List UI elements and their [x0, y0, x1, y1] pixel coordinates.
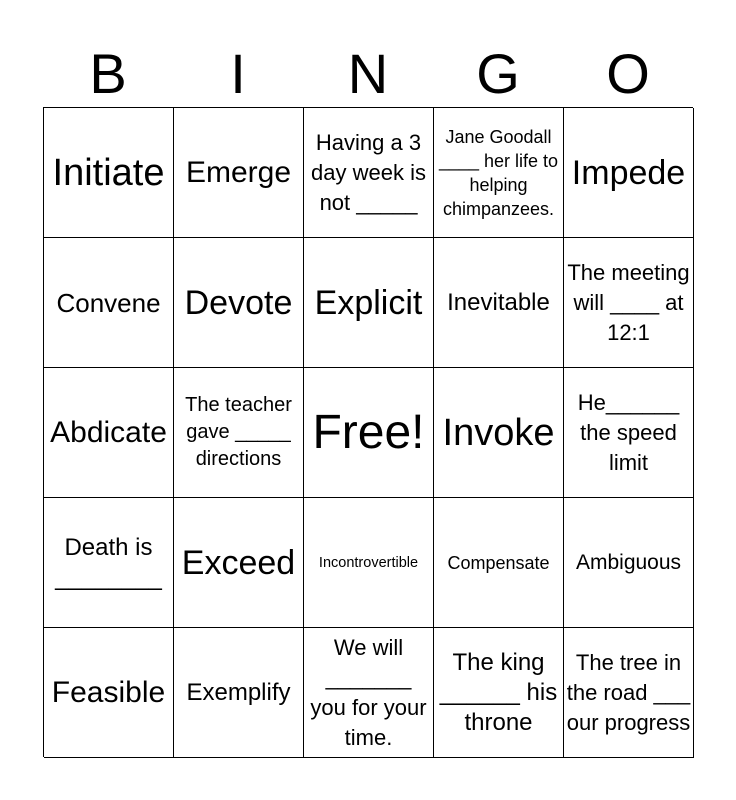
- bingo-cell[interactable]: [174, 108, 304, 238]
- bingo-cell[interactable]: [434, 108, 564, 238]
- bingo-cell[interactable]: [434, 498, 564, 628]
- cell-text: The meeting will ____ at 12:1: [567, 259, 690, 345]
- bingo-cell[interactable]: [564, 498, 694, 628]
- bingo-cell[interactable]: [174, 498, 304, 628]
- cell-text: The tree in the road ___ our progress: [566, 649, 691, 735]
- bingo-cell[interactable]: [44, 628, 174, 758]
- bingo-cell[interactable]: [564, 238, 694, 368]
- cell-text: The teacher gave _____ directions: [185, 394, 292, 470]
- bingo-cell[interactable]: [304, 108, 434, 238]
- cell-text: Explicit: [314, 283, 423, 322]
- bingo-cell[interactable]: [434, 238, 564, 368]
- bingo-cell[interactable]: [434, 368, 564, 498]
- bingo-cell[interactable]: [44, 498, 174, 628]
- cell-text: We will _______ you for your time.: [310, 634, 427, 750]
- cell-text: Emerge: [185, 155, 292, 189]
- bingo-cell[interactable]: [304, 628, 434, 758]
- cell-text: Incontrovertible: [318, 554, 419, 571]
- bingo-cell[interactable]: [304, 238, 434, 368]
- header-letter-i: I: [230, 42, 246, 105]
- bingo-cell[interactable]: [434, 628, 564, 758]
- bingo-cell[interactable]: [564, 108, 694, 238]
- cell-text: Impede: [571, 153, 686, 192]
- bingo-card: [43, 107, 693, 757]
- cell-text: Compensate: [447, 552, 550, 573]
- header-letter-o: O: [606, 42, 650, 105]
- bingo-cell[interactable]: [304, 498, 434, 628]
- cell-text: Devote: [184, 283, 293, 322]
- bingo-cell[interactable]: [44, 108, 174, 238]
- header-letter-g: G: [476, 42, 520, 105]
- bingo-cell[interactable]: [564, 628, 694, 758]
- header-letter-n: N: [347, 42, 389, 105]
- cell-text: Exemplify: [186, 678, 291, 706]
- cell-text: Exceed: [181, 543, 296, 582]
- bingo-cell[interactable]: [174, 628, 304, 758]
- cell-text: The king ______ his throne: [439, 648, 558, 736]
- bingo-cell[interactable]: [564, 368, 694, 498]
- free-space[interactable]: [304, 368, 434, 498]
- cell-text: Feasible: [51, 675, 166, 709]
- cell-text: Jane Goodall ____ her life to helping chimpanzees.: [438, 126, 559, 219]
- bingo-cell[interactable]: [174, 368, 304, 498]
- header-letter-b: B: [89, 42, 127, 105]
- cell-text: Convene: [56, 287, 161, 318]
- free-space-text: Free!: [312, 405, 425, 459]
- cell-text: Initiate: [52, 151, 165, 194]
- bingo-cell[interactable]: [44, 368, 174, 498]
- cell-text: Ambiguous: [575, 551, 682, 574]
- cell-text: Invoke: [442, 411, 555, 454]
- bingo-cell[interactable]: [174, 238, 304, 368]
- bingo-header: [43, 40, 693, 108]
- bingo-cell[interactable]: [44, 238, 174, 368]
- cell-text: He______ the speed limit: [577, 389, 680, 475]
- cell-text: Having a 3 day week is not _____: [311, 129, 426, 215]
- cell-text: Inevitable: [447, 288, 550, 316]
- cell-text: Death is ________: [55, 533, 162, 591]
- cell-text: Abdicate: [50, 415, 167, 449]
